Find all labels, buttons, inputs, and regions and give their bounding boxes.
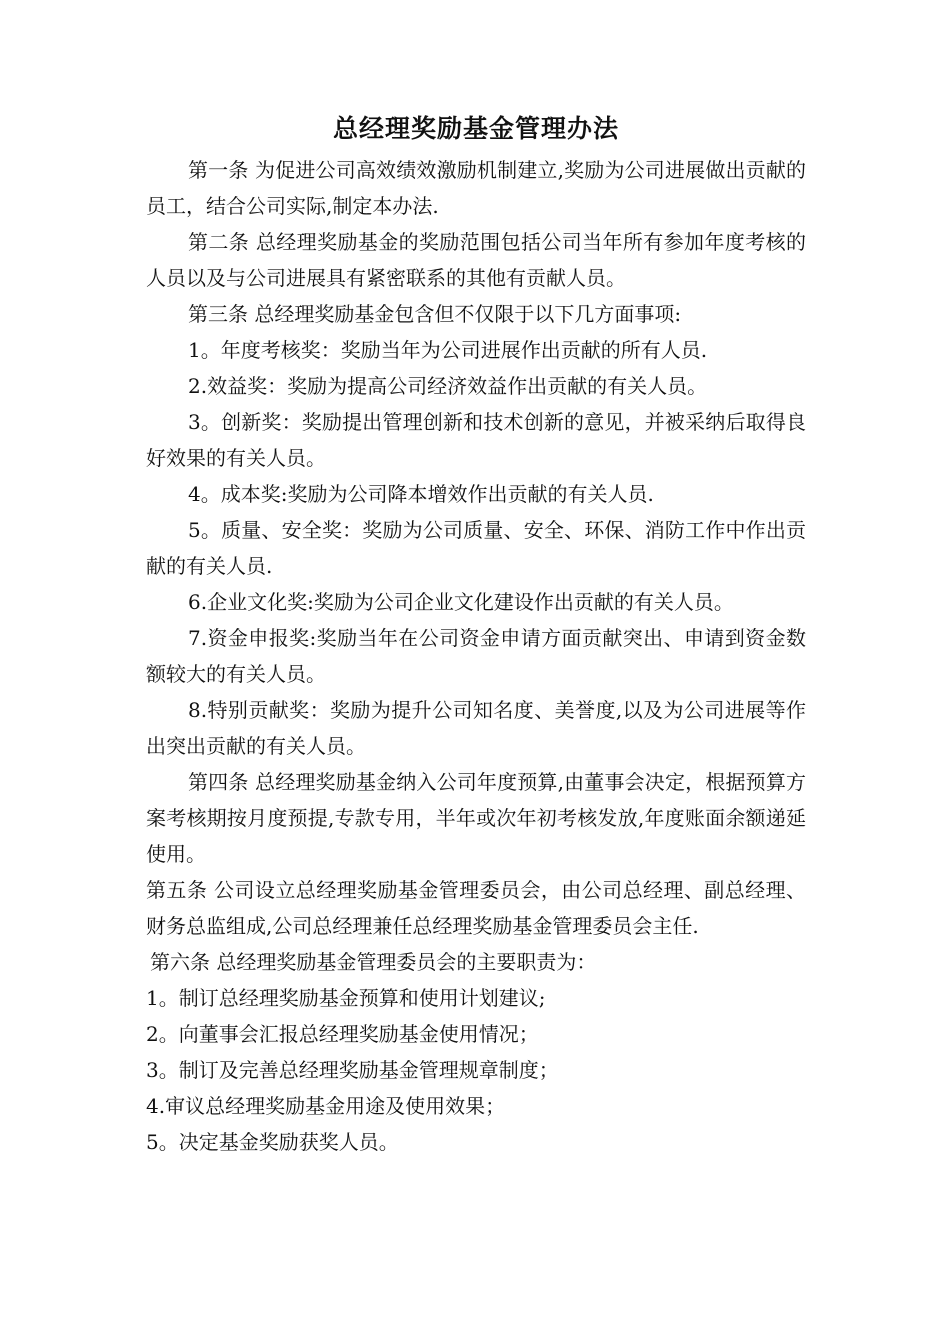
duty-item-4: 4.审议总经理奖励基金用途及使用效果； [146,1094,506,1118]
duty-item-1: 1。制订总经理奖励基金预算和使用计划建议; [146,986,546,1010]
duty-item-3: 3。制订及完善总经理奖励基金管理规章制度； [146,1058,559,1082]
award-item-3: 3。创新奖：奖励提出管理创新和技术创新的意见，并被采纳后取得良好效果的有关人员。 [146,410,806,470]
award-item-2: 2.效益奖：奖励为提高公司经济效益作出贡献的有关人员。 [188,374,708,398]
award-item-6: 6.企业文化奖:奖励为公司企业文化建设作出贡献的有关人员。 [188,590,734,614]
award-item-1: 1。年度考核奖：奖励当年为公司进展作出贡献的所有人员. [188,338,708,362]
article-2: 第二条 总经理奖励基金的奖励范围包括公司当年所有参加年度考核的人员以及与公司进展具有紧密联系的其他有贡献人员。 [146,230,806,290]
duty-item-5: 5。决定基金奖励获奖人员。 [146,1130,399,1154]
award-item-7: 7.资金申报奖:奖励当年在公司资金申请方面贡献突出、申请到资金数额较大的有关人员。 [146,626,806,686]
article-4: 第四条 总经理奖励基金纳入公司年度预算,由董事会决定，根据预算方案考核期按月度预提,专款专用，半年或次年初考核发放,年度账面余额递延使用。 [146,770,806,866]
article-1: 第一条 为促进公司高效绩效激励机制建立,奖励为公司进展做出贡献的员工，结合公司实际,制定本办法. [146,158,806,218]
article-5: 第五条 公司设立总经理奖励基金管理委员会，由公司总经理、副总经理、财务总监组成,公司总经理兼任总经理奖励基金管理委员会主任. [146,878,806,938]
document-title: 总经理奖励基金管理办法 [332,114,619,143]
award-item-5: 5。质量、安全奖：奖励为公司质量、安全、环保、消防工作中作出贡献的有关人员. [146,518,806,578]
duty-item-2: 2。向董事会汇报总经理奖励基金使用情况； [146,1022,539,1046]
article-3: 第三条 总经理奖励基金包含但不仅限于以下几方面事项: [188,302,682,326]
article-6: 第六条 总经理奖励基金管理委员会的主要职责为： [150,950,597,974]
award-item-8: 8.特别贡献奖：奖励为提升公司知名度、美誉度,以及为公司进展等作出突出贡献的有关人员。 [146,698,806,758]
document-page [146,112,806,1160]
award-item-4: 4。成本奖:奖励为公司降本增效作出贡献的有关人员. [188,482,654,506]
